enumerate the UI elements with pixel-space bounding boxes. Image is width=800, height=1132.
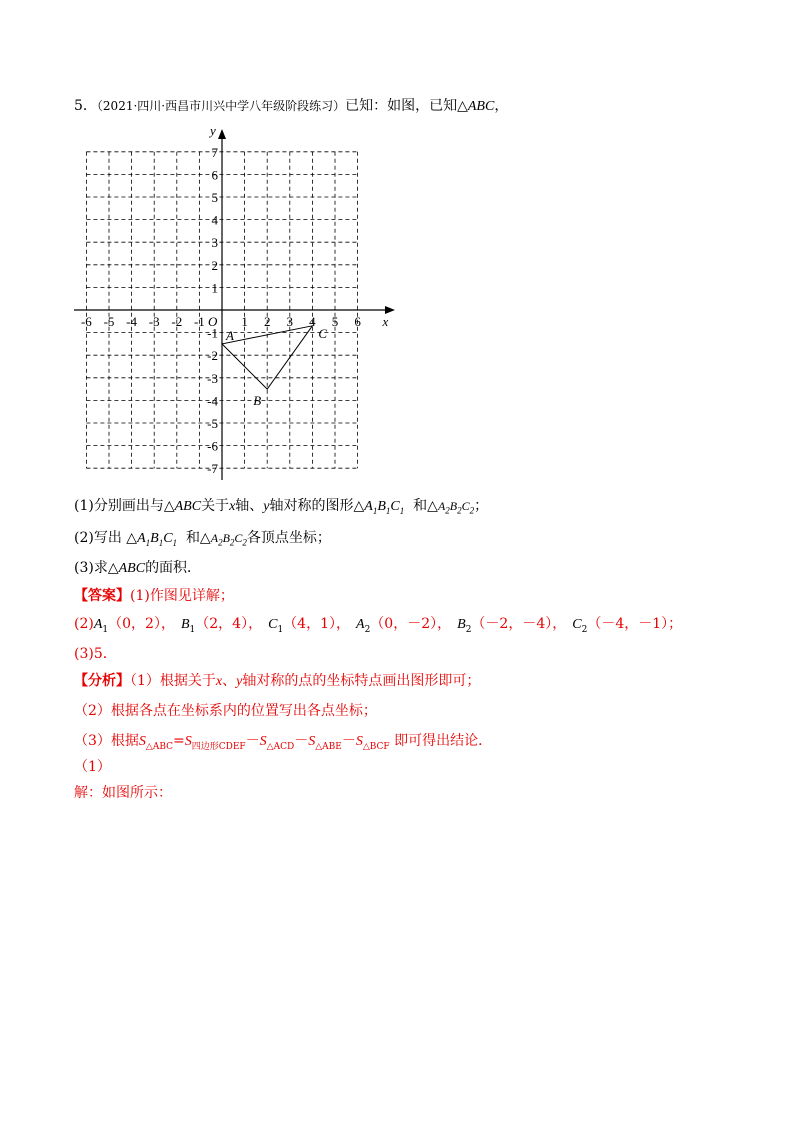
coord-point-name: C xyxy=(268,617,278,632)
formula-sub-bcf: △BCF xyxy=(362,741,390,752)
coordinate-figure xyxy=(72,125,402,480)
answer-tag: 【答案】 xyxy=(74,588,130,604)
analysis-line-5 xyxy=(74,783,172,803)
y-tick-label: 7 xyxy=(211,144,218,160)
analysis-l1-a: （1）根据关于 xyxy=(130,673,216,689)
answer-line-2 xyxy=(74,614,688,640)
y-tick-label: -3 xyxy=(207,370,218,386)
part-1-text-e: 和△ xyxy=(413,498,438,514)
coord-value: （0，2）， xyxy=(108,616,175,632)
answer-coord xyxy=(180,616,263,635)
coord-value: （－2，－4）， xyxy=(471,616,567,632)
formula-sub-cdef: 四边形CDEF xyxy=(191,741,246,752)
x-tick-label: -4 xyxy=(126,314,138,329)
part-1-text-c: 轴、 xyxy=(235,498,264,514)
part-2-text-a: (2)写出 △ xyxy=(74,530,138,546)
y-tick-label: -1 xyxy=(207,325,218,341)
y-tick-label: -4 xyxy=(207,393,218,409)
formula-sub-abc: △ABC xyxy=(145,741,174,752)
vertex-label-b: B xyxy=(253,393,262,409)
part-3-text-a: (3)求△ xyxy=(74,560,119,576)
x-tick-label: -5 xyxy=(103,314,115,329)
coord-value: （0，－2）， xyxy=(370,616,452,632)
coord-value: （4，1）， xyxy=(283,616,350,632)
y-tick-label: 1 xyxy=(211,280,218,296)
coord-point-name: C xyxy=(572,617,582,632)
area-formula xyxy=(138,733,390,752)
x-tick-label: 6 xyxy=(354,314,361,329)
coord-point-name: B xyxy=(180,617,190,632)
y-axis-label: y xyxy=(210,125,216,138)
coord-value: （2，4）， xyxy=(195,616,263,632)
formula-minus-2: － xyxy=(294,733,309,749)
analysis-line-1 xyxy=(74,671,480,692)
answer-part-3: (3)5． xyxy=(74,646,117,662)
part-1-x: x xyxy=(229,499,236,514)
x-tick-label: -2 xyxy=(171,314,183,329)
formula-s1: S xyxy=(138,734,146,749)
analysis-l1-c: 轴对称的点的坐标特点画出图形即可； xyxy=(242,673,481,689)
x-tick-label: 4 xyxy=(309,314,316,329)
coord-point-name: A xyxy=(93,617,103,632)
y-tick-label: 6 xyxy=(211,167,218,183)
stem-prefix: 已知：如图，已知△ xyxy=(345,98,468,114)
x-tick-label: 1 xyxy=(241,314,248,329)
part-2 xyxy=(74,528,331,553)
answer-part-1: (1)作图见详解； xyxy=(130,588,234,604)
y-tick-label: 3 xyxy=(211,235,218,251)
part-1-text-d: 轴对称的图形△ xyxy=(269,498,365,514)
formula-s5: S xyxy=(355,734,363,749)
x-tick-label: 2 xyxy=(263,314,271,329)
coord-point-name: B xyxy=(457,617,466,632)
y-tick-label: -6 xyxy=(207,438,218,454)
formula-sub-abe: △ABE xyxy=(315,741,342,752)
answer-coord xyxy=(572,616,683,635)
triangle-a2b2c2: $A_2B_2C_2$ xyxy=(437,499,475,516)
part-3-text-b: 的面积． xyxy=(145,560,202,576)
part-2-text-b: 和△ xyxy=(185,530,211,546)
answer-line-1 xyxy=(74,586,234,606)
analysis-l5: 解：如图所示： xyxy=(74,785,172,801)
part-3 xyxy=(74,558,201,579)
formula-s4: S xyxy=(308,734,316,749)
part-1-text-b: 关于 xyxy=(201,498,230,514)
formula-s2: S xyxy=(184,734,192,749)
formula-s3: S xyxy=(259,734,267,749)
x-tick-label: -1 xyxy=(193,314,205,329)
coord-point-sub: 2 xyxy=(581,624,588,635)
origin-label: O xyxy=(208,314,218,329)
coord-point-sub: 2 xyxy=(364,624,371,635)
analysis-l1-y: y xyxy=(236,674,243,689)
part-1-triangle: ABC xyxy=(174,499,202,514)
x-axis-arrow xyxy=(385,306,395,314)
y-tick-label: -2 xyxy=(207,348,218,364)
x-tick-label: -6 xyxy=(80,314,92,329)
y-axis-arrow xyxy=(218,129,226,139)
formula-eq: = xyxy=(173,733,185,749)
x-tick-label: -3 xyxy=(148,314,160,329)
triangle-a2b2c2: $A_2B_2C_2$ xyxy=(210,531,247,548)
part-1-y: y xyxy=(263,499,270,514)
analysis-l3-a: （3）根据 xyxy=(74,733,139,749)
triangle-a1b1c1: $A_1B_1C_1$ xyxy=(364,499,405,516)
answer-line-3 xyxy=(74,644,117,664)
coord-point-sub: 1 xyxy=(189,624,196,635)
formula-minus-3: － xyxy=(341,733,356,749)
coord-point-name: A xyxy=(356,617,365,632)
formula-sub-acd: △ACD xyxy=(266,741,295,752)
analysis-tag: 【分析】 xyxy=(74,673,130,689)
coord-point-sub: 1 xyxy=(277,624,284,635)
analysis-l3-b: 即可得出结论． xyxy=(389,733,493,749)
formula-minus-1: － xyxy=(245,733,260,749)
triangle-a1b1c1: $A_1B_1C_1$ xyxy=(137,531,178,548)
question-number: 5． xyxy=(74,98,97,114)
axes xyxy=(74,125,395,480)
part-1 xyxy=(74,496,488,521)
part-1-text-f: ； xyxy=(474,498,489,514)
analysis-l4: （1） xyxy=(74,759,111,775)
analysis-line-4 xyxy=(74,757,111,777)
answer-coord xyxy=(356,616,452,635)
analysis-line-3 xyxy=(74,731,492,757)
vertex-label-a: A xyxy=(226,327,234,343)
y-tick-label: -7 xyxy=(207,461,218,477)
stem-suffix: ， xyxy=(494,98,509,114)
answer-part-2-prefix: (2) xyxy=(74,616,94,632)
x-axis-label: x xyxy=(382,314,389,329)
y-tick-label: 2 xyxy=(211,257,218,273)
question-source: （2021·四川·西昌市川兴中学八年级阶段练习） xyxy=(96,99,346,113)
triangle-abc xyxy=(222,326,327,408)
stem-triangle: ABC xyxy=(467,99,495,114)
coord-value: （－4，－1）； xyxy=(587,616,683,632)
analysis-l1-x: x xyxy=(215,674,223,689)
analysis-line-2 xyxy=(74,701,377,721)
coord-point-sub: 1 xyxy=(102,624,109,635)
x-tick-label: 3 xyxy=(286,314,294,329)
y-tick-label: 5 xyxy=(211,190,218,205)
answer-coordinates xyxy=(93,616,688,635)
coord-point-sub: 2 xyxy=(465,624,472,635)
y-tick-label: 4 xyxy=(211,212,218,228)
answer-coord xyxy=(457,616,567,635)
y-tick-label: -5 xyxy=(207,416,218,431)
answer-coord xyxy=(268,616,350,635)
analysis-l1-b: 、 xyxy=(222,673,237,689)
analysis-l2: （2）根据各点在坐标系内的位置写出各点坐标； xyxy=(74,703,377,719)
part-1-text-a: (1)分别画出与△ xyxy=(74,498,175,514)
answer-coord xyxy=(93,616,175,635)
part-2-text-c: 各顶点坐标； xyxy=(246,530,331,546)
part-3-triangle: ABC xyxy=(118,561,146,576)
vertex-label-c: C xyxy=(318,325,328,341)
x-tick-label: 5 xyxy=(331,314,339,329)
question-stem xyxy=(74,96,508,117)
